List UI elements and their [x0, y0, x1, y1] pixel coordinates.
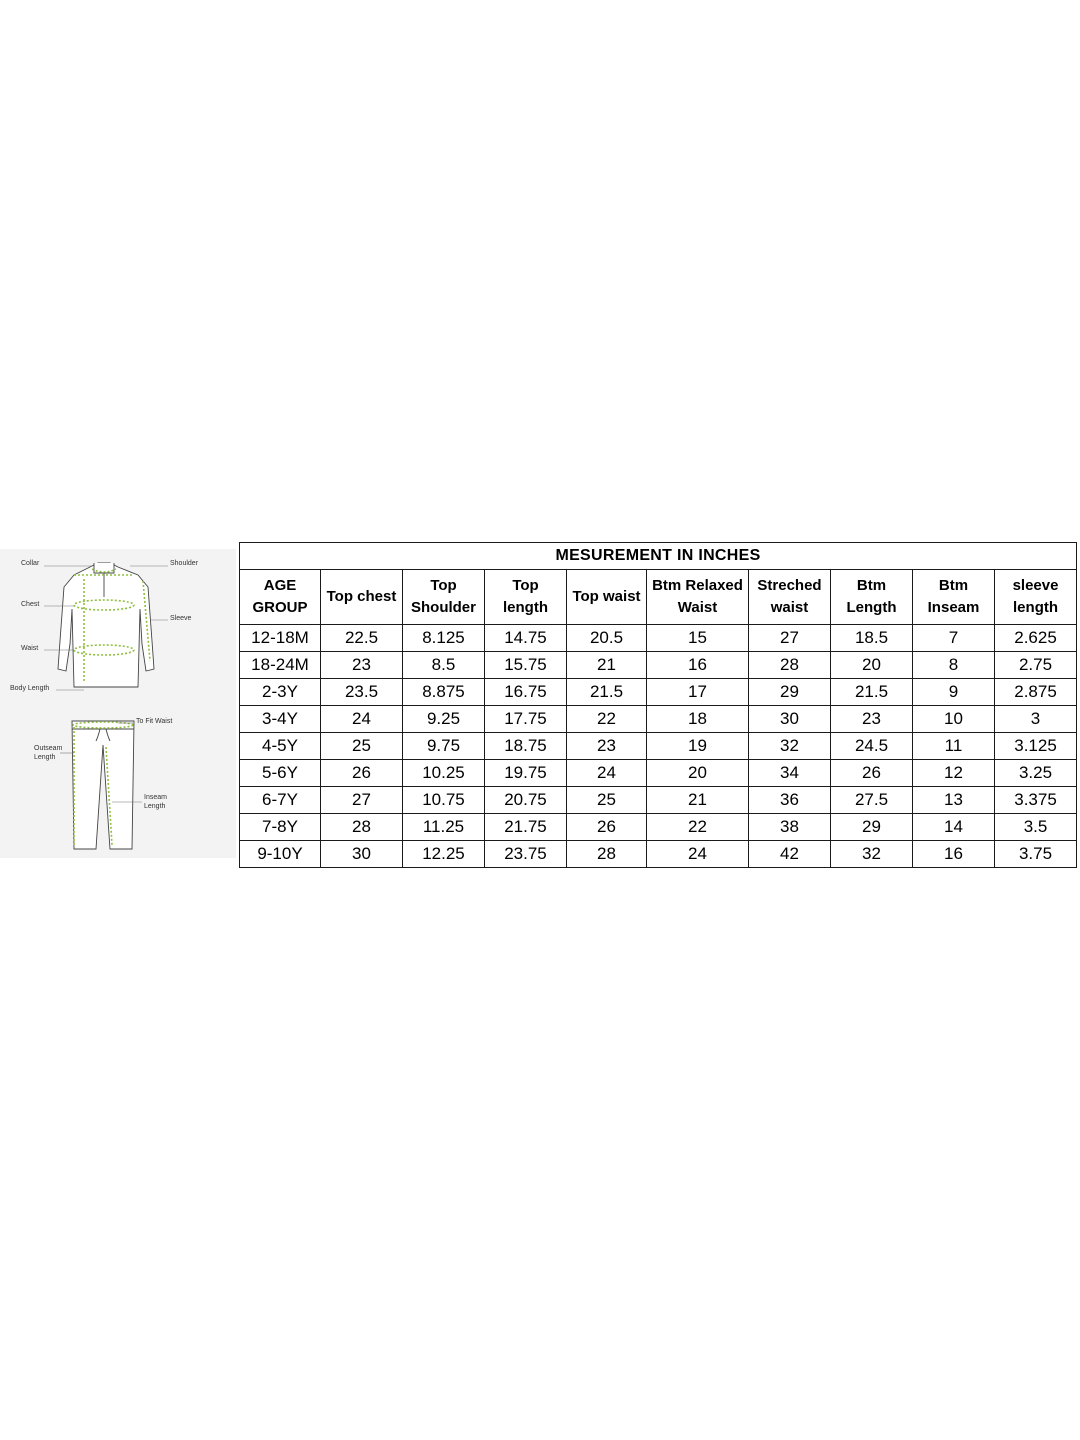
measurement-diagram	[0, 549, 236, 858]
table-row	[240, 733, 1077, 760]
age-group-cell: 2-3Y	[240, 679, 321, 706]
column-header	[831, 570, 913, 625]
measurement-cell: 15	[647, 625, 749, 652]
measurement-cell: 29	[749, 679, 831, 706]
measurement-cell: 27	[321, 787, 403, 814]
measurement-cell: 25	[321, 733, 403, 760]
measurement-cell: 20.5	[567, 625, 647, 652]
column-header-line: Top	[512, 577, 539, 594]
column-header-line: Btm	[938, 577, 969, 594]
measurement-cell: 21.75	[485, 814, 567, 841]
column-header-line: Top waist	[572, 588, 641, 605]
age-group-cell: 5-6Y	[240, 760, 321, 787]
age-group-cell: 12-18M	[240, 625, 321, 652]
measurement-cell: 3.5	[995, 814, 1077, 841]
size-chart-table	[239, 542, 1077, 868]
column-header-line: Waist	[677, 599, 718, 616]
measurement-cell: 15.75	[485, 652, 567, 679]
measurement-cell: 9.25	[403, 706, 485, 733]
measurement-cell: 30	[749, 706, 831, 733]
measurement-cell: 18.5	[831, 625, 913, 652]
column-header	[567, 570, 647, 625]
measurement-cell: 34	[749, 760, 831, 787]
measurement-cell: 23	[567, 733, 647, 760]
measurement-cell: 23	[831, 706, 913, 733]
measurement-cell: 28	[567, 841, 647, 868]
inseam-length-label-line1: Inseam	[144, 794, 167, 801]
measurement-cell: 3.375	[995, 787, 1077, 814]
measurement-cell: 12	[913, 760, 995, 787]
measurement-cell: 29	[831, 814, 913, 841]
age-group-cell: 6-7Y	[240, 787, 321, 814]
measurement-cell: 36	[749, 787, 831, 814]
table-row	[240, 652, 1077, 679]
table-row	[240, 760, 1077, 787]
column-header-line: Inseam	[927, 599, 980, 616]
measurement-cell: 42	[749, 841, 831, 868]
column-header-line: Btm Relaxed	[652, 577, 743, 594]
measurement-cell: 22	[647, 814, 749, 841]
measurement-cell: 7	[913, 625, 995, 652]
column-header-line: GROUP	[252, 599, 308, 616]
column-header-line: waist	[770, 599, 809, 616]
measurement-cell: 3.75	[995, 841, 1077, 868]
measurement-cell: 2.625	[995, 625, 1077, 652]
measurement-cell: 27	[749, 625, 831, 652]
measurement-cell: 19.75	[485, 760, 567, 787]
sleeve-label: Sleeve	[170, 615, 192, 622]
measurement-cell: 14	[913, 814, 995, 841]
inseam-length-label-line2: Length	[144, 803, 166, 810]
measurement-cell: 16	[647, 652, 749, 679]
waist-label: Waist	[21, 645, 39, 652]
table-row	[240, 787, 1077, 814]
measurement-cell: 10.75	[403, 787, 485, 814]
measurement-cell: 18.75	[485, 733, 567, 760]
column-header-line: Top	[430, 577, 457, 594]
measurement-cell: 9.75	[403, 733, 485, 760]
age-group-cell: 9-10Y	[240, 841, 321, 868]
column-header-line: length	[1013, 599, 1059, 616]
measurement-cell: 26	[831, 760, 913, 787]
measurement-cell: 26	[567, 814, 647, 841]
collar-label: Collar	[21, 560, 40, 567]
column-header	[485, 570, 567, 625]
table-body	[240, 625, 1077, 868]
measurement-cell: 9	[913, 679, 995, 706]
measurement-cell: 38	[749, 814, 831, 841]
measurement-cell: 3	[995, 706, 1077, 733]
measurement-cell: 8.5	[403, 652, 485, 679]
measurement-cell: 25	[567, 787, 647, 814]
column-header-line: Streched	[757, 577, 822, 594]
measurement-cell: 13	[913, 787, 995, 814]
measurement-cell: 17	[647, 679, 749, 706]
column-header	[403, 570, 485, 625]
column-header-line: AGE	[263, 577, 297, 594]
measurement-cell: 16.75	[485, 679, 567, 706]
measurement-cell: 23.5	[321, 679, 403, 706]
table-title-row	[240, 543, 1077, 570]
outseam-length-label-line2: Length	[34, 754, 56, 761]
measurement-cell: 32	[831, 841, 913, 868]
measurement-cell: 2.75	[995, 652, 1077, 679]
measurement-cell: 24.5	[831, 733, 913, 760]
measurement-cell: 3.125	[995, 733, 1077, 760]
column-header-line: Btm	[856, 577, 887, 594]
column-header	[749, 570, 831, 625]
measurement-cell: 21	[567, 652, 647, 679]
measurement-cell: 23	[321, 652, 403, 679]
outseam-length-label-line1: Outseam	[34, 745, 63, 752]
column-header-line: sleeve	[1012, 577, 1059, 594]
measurement-cell: 28	[321, 814, 403, 841]
body-length-label: Body Length	[10, 685, 50, 692]
measurement-cell: 16	[913, 841, 995, 868]
column-header	[995, 570, 1077, 625]
column-header	[321, 570, 403, 625]
measurement-cell: 11	[913, 733, 995, 760]
age-group-cell: 4-5Y	[240, 733, 321, 760]
measurement-cell: 30	[321, 841, 403, 868]
column-header	[240, 570, 321, 625]
measurement-cell: 2.875	[995, 679, 1077, 706]
measurement-cell: 20	[647, 760, 749, 787]
measurement-cell: 12.25	[403, 841, 485, 868]
age-group-cell: 7-8Y	[240, 814, 321, 841]
table-row	[240, 814, 1077, 841]
measurement-cell: 3.25	[995, 760, 1077, 787]
measurement-cell: 18	[647, 706, 749, 733]
measurement-cell: 21.5	[567, 679, 647, 706]
measurement-cell: 24	[321, 706, 403, 733]
measurement-cell: 32	[749, 733, 831, 760]
table-row	[240, 706, 1077, 733]
measurement-cell: 11.25	[403, 814, 485, 841]
measurement-cell: 22.5	[321, 625, 403, 652]
column-header	[913, 570, 995, 625]
table-row	[240, 625, 1077, 652]
age-group-cell: 3-4Y	[240, 706, 321, 733]
column-header-line: Length	[846, 599, 897, 616]
age-group-cell: 18-24M	[240, 652, 321, 679]
measurement-cell: 24	[647, 841, 749, 868]
measurement-cell: 8	[913, 652, 995, 679]
measurement-cell: 10.25	[403, 760, 485, 787]
measurement-cell: 23.75	[485, 841, 567, 868]
shoulder-label: Shoulder	[170, 560, 199, 567]
measurement-cell: 27.5	[831, 787, 913, 814]
garment-illustration	[0, 549, 236, 858]
measurement-cell: 14.75	[485, 625, 567, 652]
column-header-line: Shoulder	[410, 599, 476, 616]
measurement-cell: 24	[567, 760, 647, 787]
column-header-line: length	[503, 599, 548, 616]
measurement-cell: 21	[647, 787, 749, 814]
measurement-cell: 26	[321, 760, 403, 787]
measurement-cell: 28	[749, 652, 831, 679]
table-row	[240, 679, 1077, 706]
measurement-cell: 10	[913, 706, 995, 733]
measurement-cell: 20.75	[485, 787, 567, 814]
table-header-row	[240, 570, 1077, 625]
measurement-cell: 8.125	[403, 625, 485, 652]
measurement-cell: 22	[567, 706, 647, 733]
chest-label: Chest	[21, 601, 40, 608]
to-fit-waist-label: To Fit Waist	[136, 718, 173, 725]
measurement-cell: 20	[831, 652, 913, 679]
measurement-cell: 19	[647, 733, 749, 760]
column-header-line: Top chest	[326, 588, 397, 605]
column-header	[647, 570, 749, 625]
measurement-cell: 21.5	[831, 679, 913, 706]
table-title: MESUREMENT IN INCHES	[240, 543, 1077, 570]
table-row	[240, 841, 1077, 868]
measurement-cell: 17.75	[485, 706, 567, 733]
measurement-cell: 8.875	[403, 679, 485, 706]
